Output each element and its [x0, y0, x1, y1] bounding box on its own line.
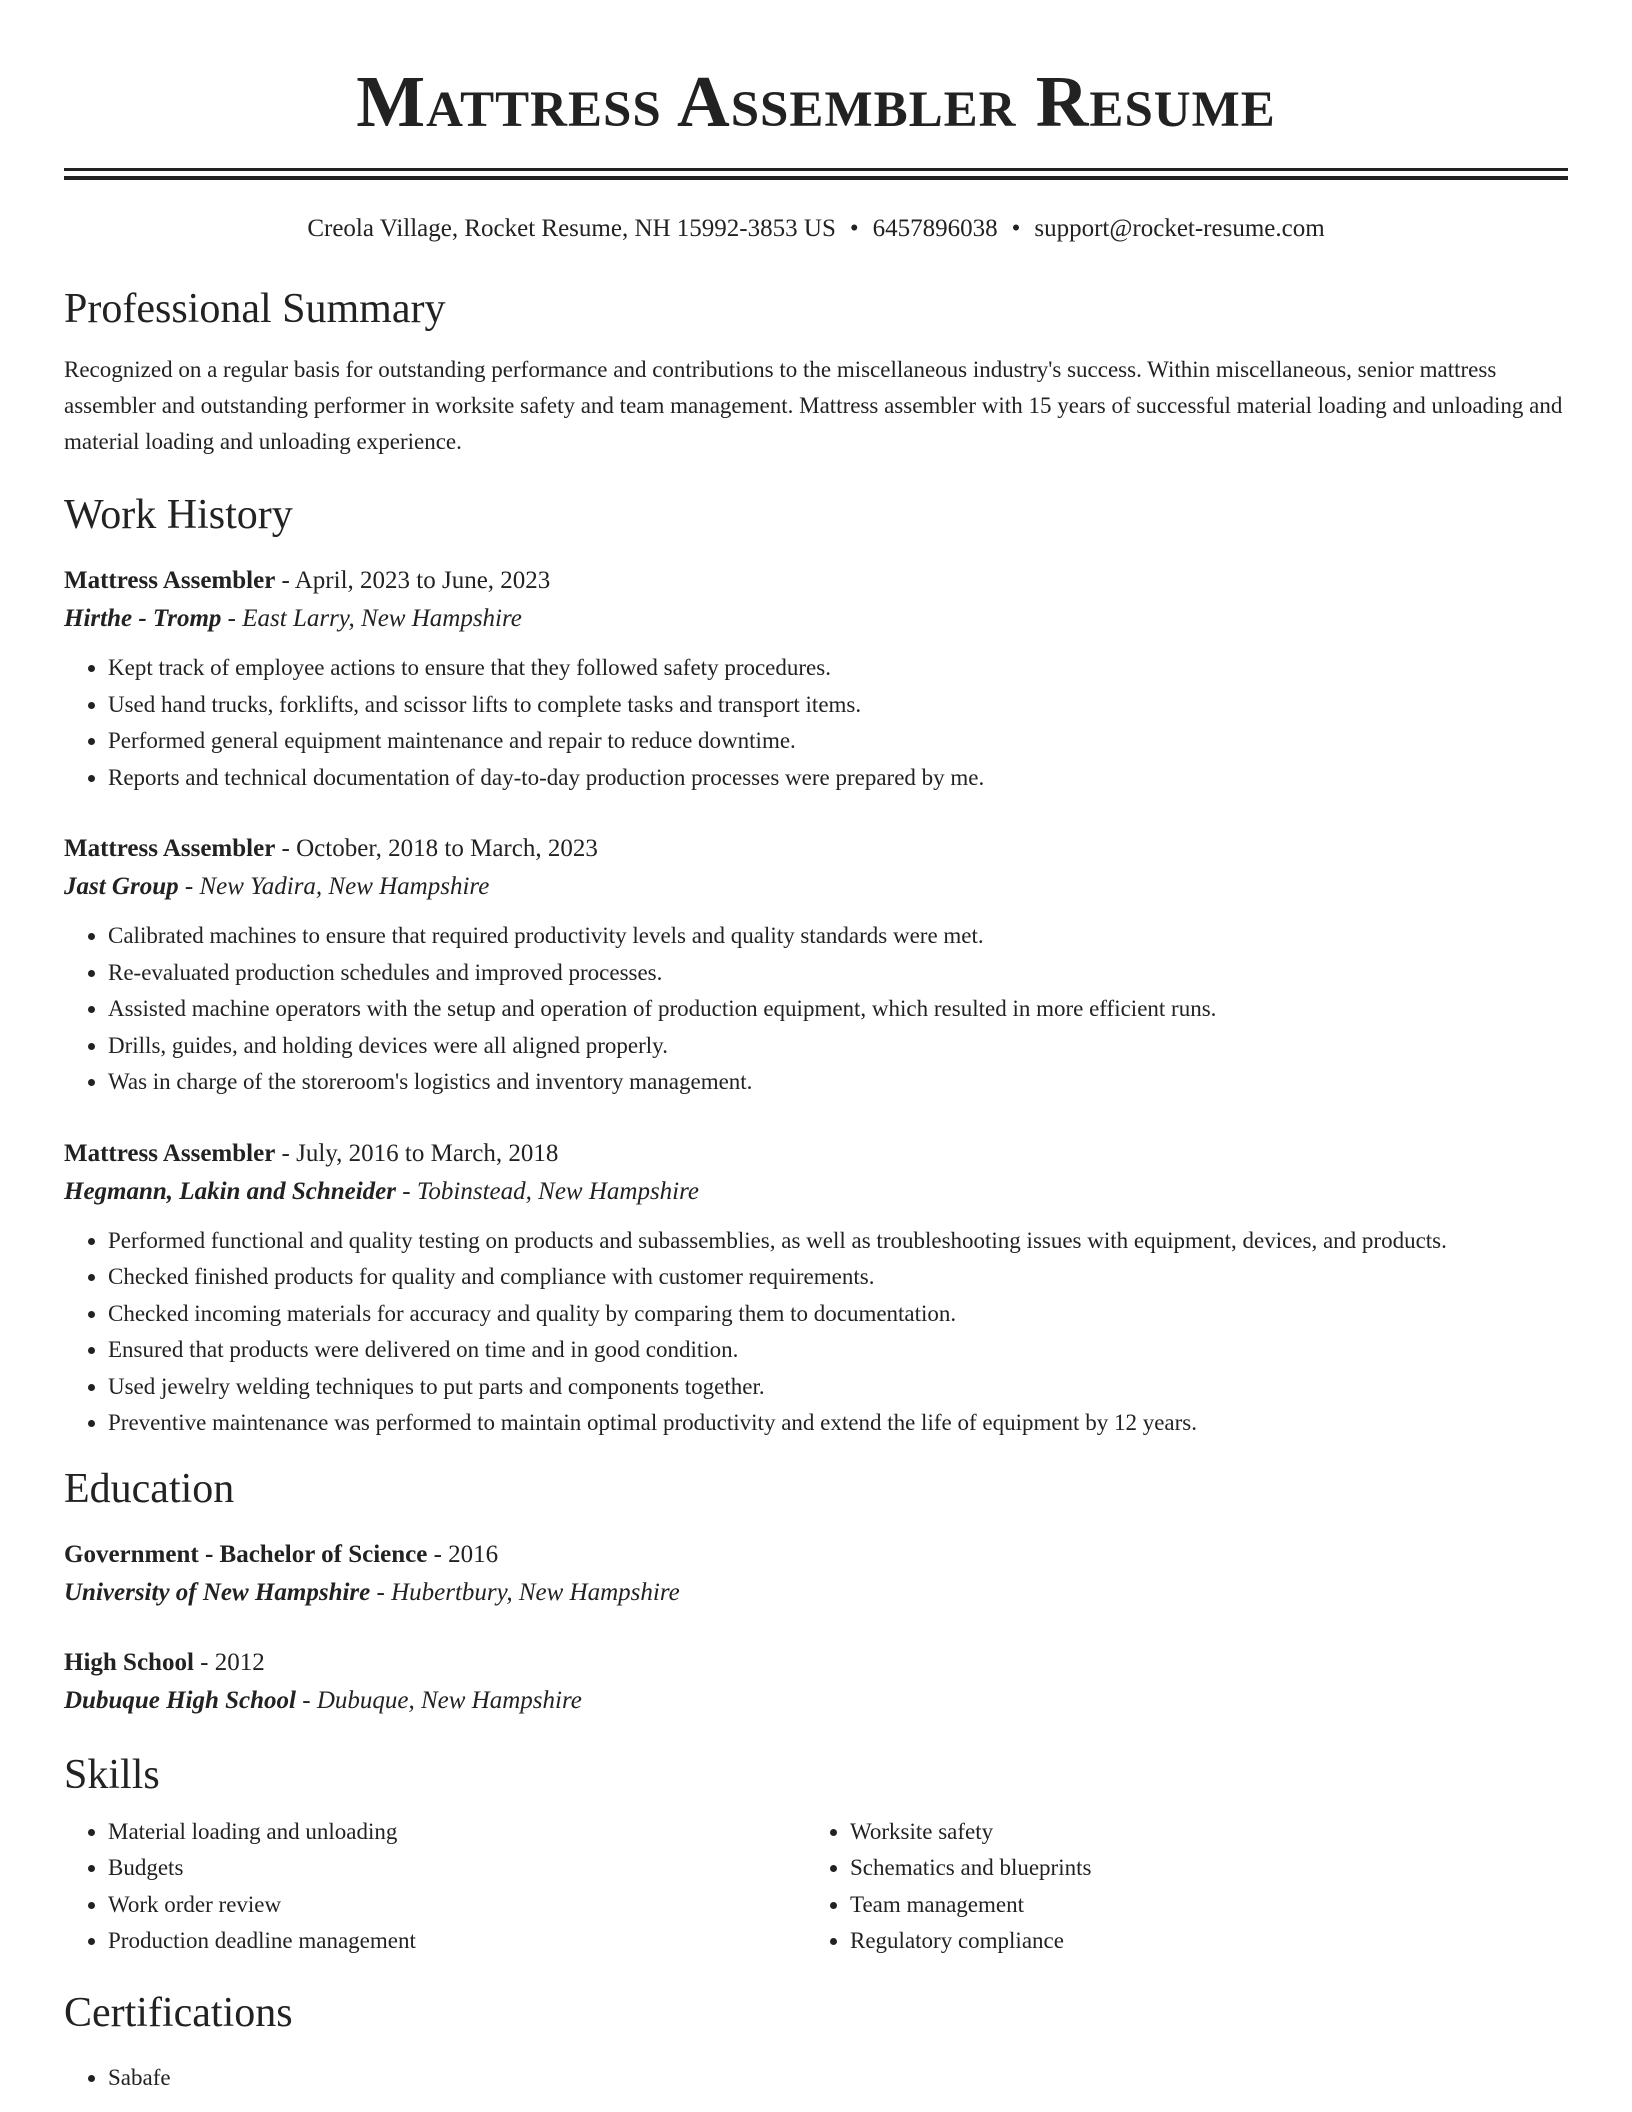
list-item: • Used hand trucks, forklifts, and scissor lifts to complete tasks and transport items. — [108, 687, 1568, 724]
list-item: • Re-evaluated production schedules and improved processes. — [108, 955, 1568, 992]
job-company-line — [64, 868, 1568, 906]
job-title: Mattress Assembler — [64, 1139, 276, 1167]
skill-item: • Regulatory compliance — [850, 1923, 1548, 1960]
skill-item: • Worksite safety — [850, 1814, 1548, 1851]
resume-page — [64, 0, 1568, 2096]
skill-item: • Material loading and unloading — [108, 1814, 806, 1851]
skills-column-right — [806, 1814, 1548, 1960]
skills-grid — [64, 1814, 1568, 1960]
job-company-line — [64, 600, 1568, 638]
job-entry — [64, 830, 1568, 1101]
contact-separator: • — [1011, 215, 1021, 242]
job-location: - East Larry, New Hampshire — [221, 605, 522, 632]
skill-item: • Work order review — [108, 1887, 806, 1924]
education-school: University of New Hampshire — [64, 1578, 371, 1606]
list-item: • Checked incoming materials for accuracy and quality by comparing them to documentation. — [108, 1296, 1568, 1333]
title-divider-top — [64, 168, 1568, 171]
list-item: • Used jewelry welding techniques to put parts and components together. — [108, 1369, 1568, 1406]
certification-item: • Sabafe — [108, 2060, 1568, 2097]
education-year: - 2016 — [427, 1540, 499, 1568]
contact-address: Creola Village, Rocket Resume, NH 15992-3853 US — [307, 215, 836, 242]
job-title: Mattress Assembler — [64, 835, 276, 862]
job-location: - New Yadira, New Hampshire — [178, 873, 490, 900]
education-school-line — [64, 1574, 1568, 1612]
work-history-heading: Work History — [64, 492, 293, 538]
skills-heading: Skills — [64, 1751, 160, 1798]
summary-heading: Professional Summary — [64, 286, 446, 332]
education-degree: Government - Bachelor of Science — [64, 1540, 428, 1568]
list-item: • Reports and technical documentation of day-to-day production processes were prepared by me. — [108, 760, 1568, 797]
job-bullets — [64, 650, 1568, 796]
job-company: Hirthe - Tromp — [64, 605, 222, 632]
skill-item: • Budgets — [108, 1850, 806, 1887]
education-year: - 2012 — [193, 1648, 265, 1676]
contact-separator: • — [849, 215, 859, 242]
job-location: - Tobinstead, New Hampshire — [396, 1177, 700, 1205]
list-item: • Performed functional and quality testing on products and subassemblies, as well as troubleshooting issues with equipment, devices, and products. — [108, 1223, 1568, 1260]
job-dates: - October, 2018 to March, 2023 — [275, 835, 598, 862]
list-item: • Checked finished products for quality and compliance with customer requirements. — [108, 1259, 1568, 1296]
summary-text: Recognized on a regular basis for outstanding performance and contributions to the miscellaneous industry's success. Within miscellaneous, senior mattress assembler and outstanding performer in worksite safety and team management. Mattress assembler with 15 years of successful material loading and unloading and material loading and unloading experience. — [64, 357, 1563, 454]
list-item: • Preventive maintenance was performed to maintain optimal productivity and extend the life of equipment by 12 years. — [108, 1405, 1568, 1442]
certifications-list — [64, 2060, 1568, 2097]
education-degree-line — [64, 1644, 1568, 1682]
job-title-line — [64, 830, 1568, 868]
list-item: • Ensured that products were delivered on time and in good condition. — [108, 1332, 1568, 1369]
education-entry — [64, 1644, 1568, 1720]
education-school-line — [64, 1682, 1568, 1720]
list-item: • Assisted machine operators with the setup and operation of production equipment, which resulted in more efficient runs. — [108, 991, 1568, 1028]
job-company-line — [64, 1173, 1568, 1211]
resume-title: Mattress Assembler Resume — [356, 61, 1276, 142]
job-bullets — [64, 918, 1568, 1101]
education-degree-line — [64, 1536, 1568, 1574]
certifications-heading: Certifications — [64, 1989, 293, 2036]
title-divider-bottom — [64, 176, 1568, 180]
list-item: • Kept track of employee actions to ensure that they followed safety procedures. — [108, 650, 1568, 687]
job-title: Mattress Assembler — [64, 567, 276, 594]
job-entry — [64, 562, 1568, 796]
contact-line — [64, 214, 1568, 244]
skills-column-left — [64, 1814, 806, 1960]
job-entry — [64, 1135, 1568, 1442]
list-item: • Performed general equipment maintenance and repair to reduce downtime. — [108, 723, 1568, 760]
contact-email: support@rocket-resume.com — [1034, 215, 1325, 242]
job-company: Jast Group — [64, 873, 179, 900]
list-item: • Calibrated machines to ensure that required productivity levels and quality standards were met. — [108, 918, 1568, 955]
job-bullets — [64, 1223, 1568, 1442]
job-dates: - April, 2023 to June, 2023 — [275, 567, 551, 594]
education-school: Dubuque High School — [64, 1686, 297, 1714]
job-company: Hegmann, Lakin and Schneider — [64, 1177, 396, 1205]
list-item: • Was in charge of the storeroom's logistics and inventory management. — [108, 1064, 1568, 1101]
list-item: • Drills, guides, and holding devices were all aligned properly. — [108, 1028, 1568, 1065]
job-dates: - July, 2016 to March, 2018 — [275, 1139, 559, 1167]
job-title-line — [64, 1135, 1568, 1173]
contact-phone: 6457896038 — [872, 215, 998, 242]
education-degree: High School — [64, 1648, 194, 1676]
education-location: - Dubuque, New Hampshire — [296, 1686, 582, 1714]
job-title-line — [64, 562, 1568, 600]
education-location: - Hubertbury, New Hampshire — [370, 1578, 680, 1606]
skill-item: • Team management — [850, 1887, 1548, 1924]
skill-item: • Schematics and blueprints — [850, 1850, 1548, 1887]
education-heading: Education — [64, 1465, 235, 1512]
education-entry — [64, 1536, 1568, 1612]
skill-item: • Production deadline management — [108, 1923, 806, 1960]
